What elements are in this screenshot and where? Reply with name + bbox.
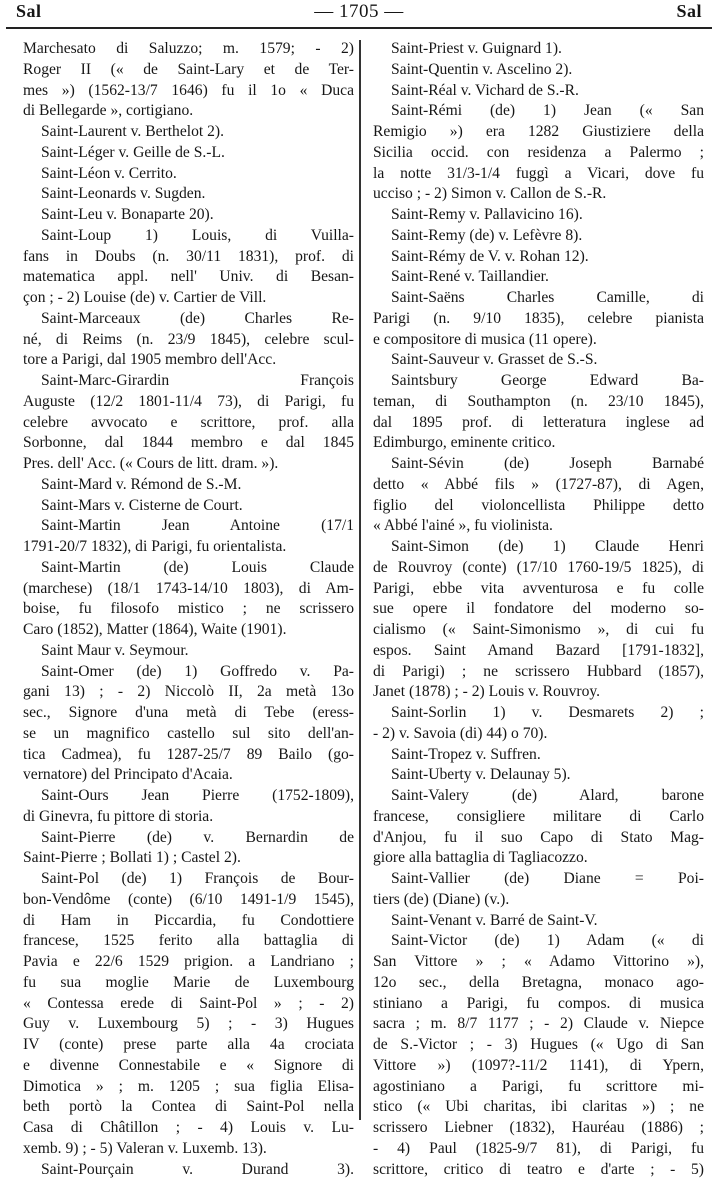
text-line: tiers (de) (Diane) (v.).	[373, 890, 704, 911]
text-line: Vittore ») (1097?-11/2 1141), di Ypern,	[373, 1056, 704, 1077]
text-line: Saint-Marceaux (de) Charles Re-	[23, 309, 354, 330]
text-line: sec., Signore d'una metà di Tebe (eress-	[23, 703, 354, 724]
text-line: la notte 31/3-1/4 fuggì a Vicari, dove fu	[373, 164, 704, 185]
text-line: espos. Saint Amand Bazard [1791-1832],	[373, 641, 704, 662]
text-line: Dimotica » ; m. 1205 ; sua figlia Elisa-	[23, 1077, 354, 1098]
page-number: — 1705 —	[0, 1, 718, 23]
text-line: matematica appl. nell' Univ. di Besan-	[23, 267, 354, 288]
text-line: Saint-Mard v. Rémond de S.-M.	[23, 475, 354, 496]
text-line: e divenne Connestabile e « Signore di	[23, 1056, 354, 1077]
text-line: Pres. dell' Acc. (« Cours de litt. dram. »).	[23, 454, 354, 475]
text-line: Saint-Priest v. Guignard 1).	[373, 39, 704, 60]
page-header	[0, 0, 718, 26]
text-line: Edimburgo, eminente critico.	[373, 433, 704, 454]
text-line: Saint-Valery (de) Alard, barone	[373, 786, 704, 807]
text-line: Saint-Léger v. Geille de S.-L.	[23, 143, 354, 164]
text-line: Saint-Quentin v. Ascelino 2).	[373, 60, 704, 81]
text-line: bon-Vendôme (conte) (6/10 1491-1/9 1545),	[23, 890, 354, 911]
text-line: Saint-Tropez v. Suffren.	[373, 745, 704, 766]
text-line: « Contessa erede di Saint-Pol » ; - 2)	[23, 994, 354, 1015]
right-column	[373, 39, 704, 1180]
text-line: Saint-Vallier (de) Diane = Poi-	[373, 869, 704, 890]
text-line: Casa di Châtillon ; - 4) Louis v. Lu-	[23, 1118, 354, 1139]
text-line: francese, 1525 ferito alla battaglia di	[23, 931, 354, 952]
text-line: (marchese) (18/1 1743-14/10 1803), di Am-	[23, 579, 354, 600]
text-line: Saint-Leonards v. Sugden.	[23, 184, 354, 205]
text-line: de S.-Victor ; - 3) Hugues (« Ugo di San	[373, 1035, 704, 1056]
text-line: di Bellegarde », cortigiano.	[23, 101, 354, 122]
text-line: Saint-Réal v. Vichard de S.-R.	[373, 81, 704, 102]
text-line: sacra ; m. 8/7 1177 ; - 2) Claude v. Niepce	[373, 1014, 704, 1035]
text-line: IV (conte) prese parte alla 4a crociata	[23, 1035, 354, 1056]
text-line: scrittore, critico di teatro e d'arte ; - 5)	[373, 1160, 704, 1180]
text-line: tore a Parigi, dal 1905 membro dell'Acc.	[23, 350, 354, 371]
running-head-right: Sal	[676, 1, 702, 22]
text-line: Saint-Sorlin 1) v. Desmarets 2) ;	[373, 703, 704, 724]
text-line: de Rouvroy (conte) (17/10 1760-19/5 1825), di	[373, 558, 704, 579]
text-line: Saintsbury George Edward Ba-	[373, 371, 704, 392]
text-line: Saint-Mars v. Cisterne de Court.	[23, 496, 354, 517]
text-line: d'Anjou, fu il suo Capo di Stato Mag-	[373, 828, 704, 849]
text-line: boise, fu filosofo mistico ; ne scrissero	[23, 599, 354, 620]
column-divider	[359, 40, 361, 1120]
text-line: stico (« Ubi charitas, ibi claritas ») ; ne	[373, 1097, 704, 1118]
text-line: Saint-Rémy de V. v. Rohan 12).	[373, 247, 704, 268]
text-line: Saint-Sévin (de) Joseph Barnabé	[373, 454, 704, 475]
text-line: fu sua moglie Marie de Luxembourg	[23, 973, 354, 994]
text-line: Saint-Saëns Charles Camille, di	[373, 288, 704, 309]
text-line: figlio del violoncellista Philippe detto	[373, 496, 704, 517]
text-line: se un magnifico castello sul sito dell'an-	[23, 724, 354, 745]
text-line: fans in Doubs (n. 30/11 1831), prof. di	[23, 247, 354, 268]
text-line: celebre avvocato e scrittore, prof. alla	[23, 413, 354, 434]
text-line: Saint Maur v. Seymour.	[23, 641, 354, 662]
text-line: mes ») (1562-13/7 1646) fu il 1o « Duca	[23, 81, 354, 102]
left-column	[23, 39, 354, 1180]
text-line: Saint-Rémi (de) 1) Jean (« San	[373, 101, 704, 122]
text-line: beth portò la Contea di Saint-Pol nella	[23, 1097, 354, 1118]
text-line: Saint-Omer (de) 1) Goffredo v. Pa-	[23, 662, 354, 683]
text-line: xemb. 9) ; - 5) Valeran v. Luxemb. 13).	[23, 1139, 354, 1160]
text-line: Saint-Martin (de) Louis Claude	[23, 558, 354, 579]
text-line: « Abbé l'ainé », fu violinista.	[373, 516, 704, 537]
text-line: Sicilia occid. con residenza a Palermo ;	[373, 143, 704, 164]
text-line: dal 1895 prof. di letteratura inglese ad	[373, 413, 704, 434]
text-line: Remigio ») era 1282 Giustiziere della	[373, 122, 704, 143]
text-line: Saint-Simon (de) 1) Claude Henri	[373, 537, 704, 558]
text-line: Saint-Victor (de) 1) Adam (« di	[373, 931, 704, 952]
text-line: Roger II (« de Saint-Lary et de Ter-	[23, 60, 354, 81]
text-line: Saint-Pourçain v. Durand 3).	[23, 1160, 354, 1180]
text-line: San Vittore » ; « Adamo Vittorino »),	[373, 952, 704, 973]
text-line: Saint-Pol (de) 1) François de Bour-	[23, 869, 354, 890]
running-head-left: Sal	[16, 1, 42, 22]
header-rule	[6, 27, 712, 29]
text-line: tica Cadmea), fu 1287-25/7 89 Bailo (go-	[23, 745, 354, 766]
text-line: Saint-Sauveur v. Grasset de S.-S.	[373, 350, 704, 371]
text-line: Saint-Uberty v. Delaunay 5).	[373, 765, 704, 786]
text-line: Saint-Venant v. Barré de Saint-V.	[373, 911, 704, 932]
text-line: di Ham in Piccardia, fu Condottiere	[23, 911, 354, 932]
text-line: Guy v. Luxembourg 5) ; - 3) Hugues	[23, 1014, 354, 1035]
text-line: teman, di Southampton (n. 23/10 1845),	[373, 392, 704, 413]
text-line: Saint-René v. Taillandier.	[373, 267, 704, 288]
text-line: Saint-Martin Jean Antoine (17/1	[23, 516, 354, 537]
text-line: Parigi (n. 9/10 1835), celebre pianista	[373, 309, 704, 330]
text-line: di Parigi) ; ne scrissero Hubbard (1857),	[373, 662, 704, 683]
text-line: Saint-Léon v. Cerrito.	[23, 164, 354, 185]
text-line: - 4) Paul (1825-9/7 81), di Parigi, fu	[373, 1139, 704, 1160]
text-line: francese, consigliere militare di Carlo	[373, 807, 704, 828]
text-line: Saint-Leu v. Bonaparte 20).	[23, 205, 354, 226]
text-line: 1791-20/7 1832), di Parigi, fu orientalista.	[23, 537, 354, 558]
text-line: Parigi, ebbe vita avventurosa e fu colle	[373, 579, 704, 600]
text-line: giore alla battaglia di Tagliacozzo.	[373, 848, 704, 869]
text-line: Saint-Remy v. Pallavicino 16).	[373, 205, 704, 226]
text-line: Saint-Marc-Girardin François	[23, 371, 354, 392]
text-line: Saint-Pierre ; Bollati 1) ; Castel 2).	[23, 848, 354, 869]
text-line: 12o sec., della Bretagna, monaco ago-	[373, 973, 704, 994]
text-line: scrissero Liebner (1832), Hauréau (1886) ;	[373, 1118, 704, 1139]
text-line: stiniano a Parigi, fu compos. di musica	[373, 994, 704, 1015]
text-line: Saint-Loup 1) Louis, di Vuilla-	[23, 226, 354, 247]
text-line: Saint-Laurent v. Berthelot 2).	[23, 122, 354, 143]
text-line: e compositore di musica (11 opere).	[373, 330, 704, 351]
text-line: - 2) v. Savoia (di) 44) o 70).	[373, 724, 704, 745]
text-line: detto « Abbé fils » (1727-87), di Agen,	[373, 475, 704, 496]
text-line: né, di Reims (n. 23/9 1845), celebre scul-	[23, 330, 354, 351]
text-line: Pavia e 22/6 1529 prigion. a Landriano ;	[23, 952, 354, 973]
text-line: Janet (1878) ; - 2) Louis v. Rouvroy.	[373, 682, 704, 703]
text-line: Saint-Remy (de) v. Lefèvre 8).	[373, 226, 704, 247]
text-line: sue opere il fondatore del moderno so-	[373, 599, 704, 620]
text-line: çon ; - 2) Louise (de) v. Cartier de Vill.	[23, 288, 354, 309]
text-line: Saint-Ours Jean Pierre (1752-1809),	[23, 786, 354, 807]
text-line: Sorbonne, dal 1844 membro e dal 1845	[23, 433, 354, 454]
text-line: agostiniano a Parigi, fu scrittore mi-	[373, 1077, 704, 1098]
text-line: gani 13) ; - 2) Niccolò II, 2a metà 13o	[23, 682, 354, 703]
text-line: di Ginevra, fu pittore di storia.	[23, 807, 354, 828]
text-line: vernatore) del Principato d'Acaia.	[23, 765, 354, 786]
text-line: Caro (1852), Matter (1864), Waite (1901).	[23, 620, 354, 641]
text-line: Saint-Pierre (de) v. Bernardin de	[23, 828, 354, 849]
text-line: ucciso ; - 2) Simon v. Callon de S.-R.	[373, 184, 704, 205]
text-line: Marchesato di Saluzzo; m. 1579; - 2)	[23, 39, 354, 60]
text-line: Auguste (12/2 1801-11/4 73), di Parigi, fu	[23, 392, 354, 413]
text-line: cialismo (« Saint-Simonismo », di cui fu	[373, 620, 704, 641]
